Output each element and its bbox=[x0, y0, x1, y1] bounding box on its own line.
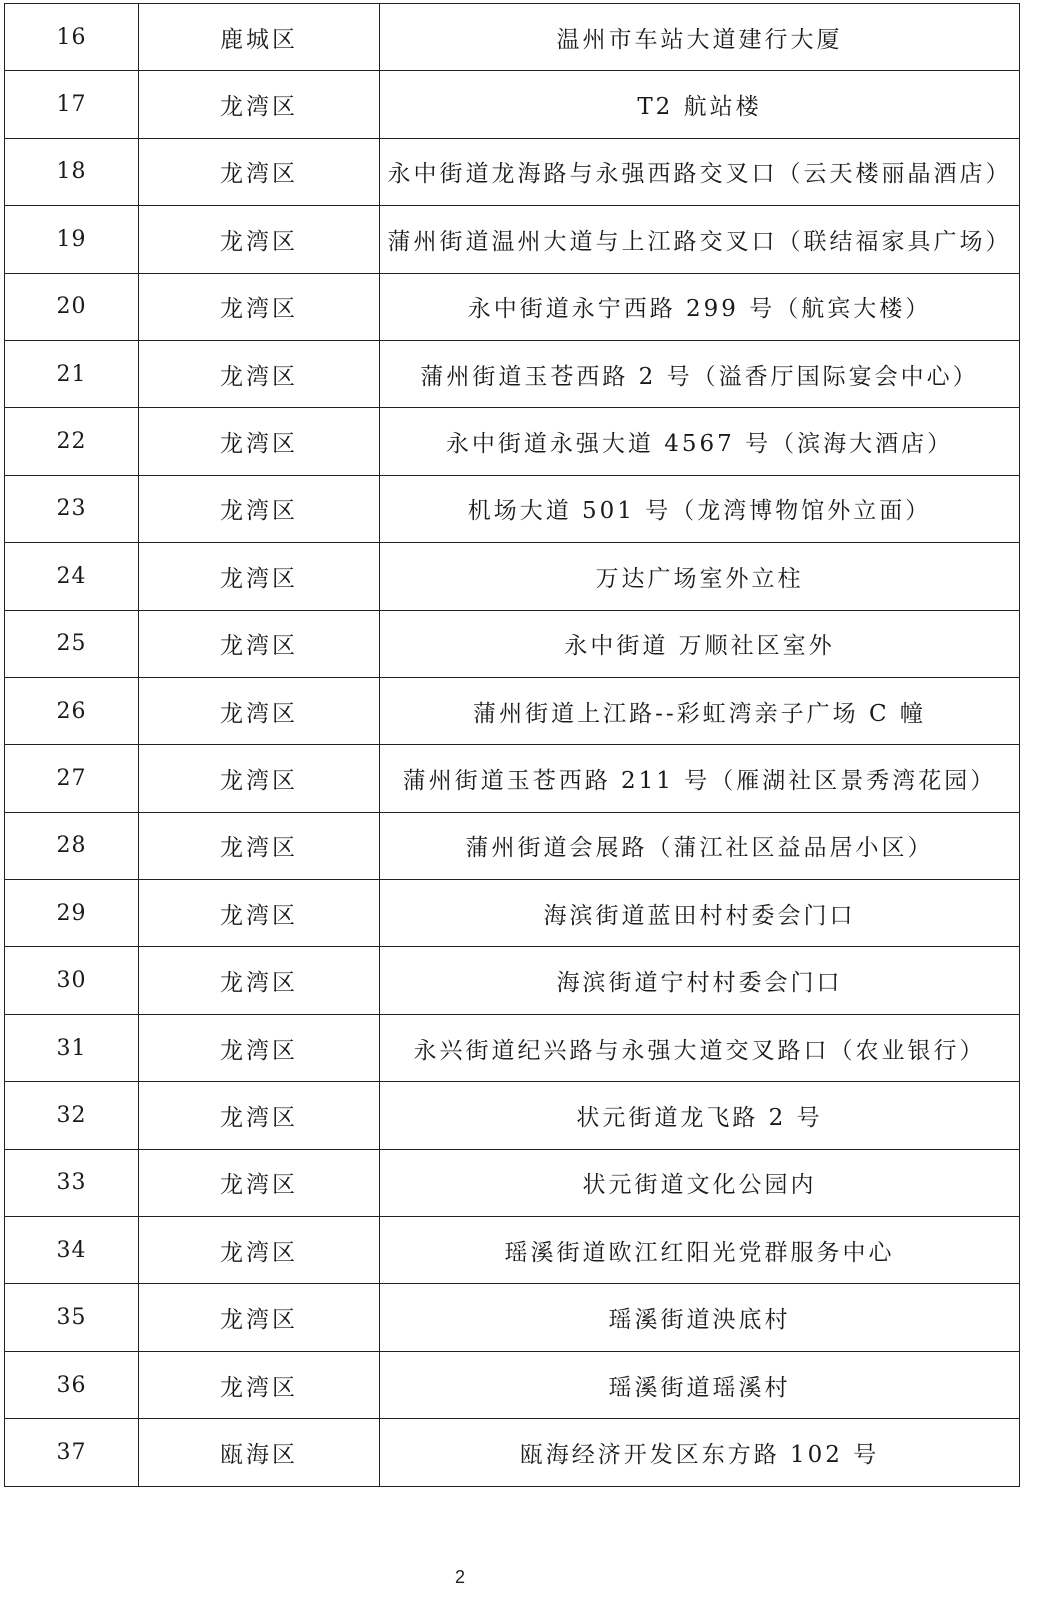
row-number-cell: 30 bbox=[5, 947, 139, 1014]
district-cell: 龙湾区 bbox=[139, 745, 380, 812]
address-cell: 温州市车站大道建行大厦 bbox=[380, 4, 1020, 71]
row-number-cell: 28 bbox=[5, 812, 139, 879]
address-cell: 海滨街道蓝田村村委会门口 bbox=[380, 880, 1020, 947]
district-cell: 龙湾区 bbox=[139, 408, 380, 475]
row-number-cell: 34 bbox=[5, 1217, 139, 1284]
district-cell: 龙湾区 bbox=[139, 475, 380, 542]
district-cell: 龙湾区 bbox=[139, 947, 380, 1014]
district-cell: 龙湾区 bbox=[139, 610, 380, 677]
location-table-body bbox=[5, 4, 1020, 1487]
row-number-cell: 22 bbox=[5, 408, 139, 475]
district-cell: 龙湾区 bbox=[139, 1217, 380, 1284]
table-row bbox=[5, 206, 1020, 273]
address-cell: 永中街道 万顺社区室外 bbox=[380, 610, 1020, 677]
table-row bbox=[5, 4, 1020, 71]
row-number-cell: 35 bbox=[5, 1284, 139, 1351]
row-number-cell: 24 bbox=[5, 543, 139, 610]
row-number-cell: 16 bbox=[5, 4, 139, 71]
table-row bbox=[5, 1014, 1020, 1081]
table-row bbox=[5, 610, 1020, 677]
address-cell: 机场大道 501 号（龙湾博物馆外立面） bbox=[380, 475, 1020, 542]
address-cell: 万达广场室外立柱 bbox=[380, 543, 1020, 610]
district-cell: 龙湾区 bbox=[139, 1082, 380, 1149]
table-row bbox=[5, 812, 1020, 879]
page-number: 2 bbox=[454, 1567, 465, 1587]
table-row bbox=[5, 273, 1020, 340]
table-row bbox=[5, 1149, 1020, 1216]
row-number-cell: 37 bbox=[5, 1419, 139, 1486]
row-number-cell: 26 bbox=[5, 677, 139, 744]
row-number-cell: 19 bbox=[5, 206, 139, 273]
location-table-container bbox=[4, 3, 1019, 1487]
table-row bbox=[5, 745, 1020, 812]
row-number-cell: 29 bbox=[5, 880, 139, 947]
district-cell: 龙湾区 bbox=[139, 206, 380, 273]
district-cell: 龙湾区 bbox=[139, 543, 380, 610]
table-row bbox=[5, 1082, 1020, 1149]
row-number-cell: 20 bbox=[5, 273, 139, 340]
district-cell: 龙湾区 bbox=[139, 880, 380, 947]
row-number-cell: 17 bbox=[5, 71, 139, 138]
district-cell: 鹿城区 bbox=[139, 4, 380, 71]
district-cell: 龙湾区 bbox=[139, 812, 380, 879]
district-cell: 龙湾区 bbox=[139, 677, 380, 744]
table-row bbox=[5, 1284, 1020, 1351]
row-number-cell: 33 bbox=[5, 1149, 139, 1216]
table-row bbox=[5, 475, 1020, 542]
address-cell: 状元街道龙飞路 2 号 bbox=[380, 1082, 1020, 1149]
district-cell: 龙湾区 bbox=[139, 340, 380, 407]
table-row bbox=[5, 340, 1020, 407]
address-cell: 永兴街道纪兴路与永强大道交叉路口（农业银行） bbox=[380, 1014, 1020, 1081]
address-cell: 状元街道文化公园内 bbox=[380, 1149, 1020, 1216]
location-table bbox=[4, 3, 1020, 1487]
district-cell: 龙湾区 bbox=[139, 138, 380, 205]
address-cell: T2 航站楼 bbox=[380, 71, 1020, 138]
row-number-cell: 21 bbox=[5, 340, 139, 407]
row-number-cell: 27 bbox=[5, 745, 139, 812]
table-row bbox=[5, 1351, 1020, 1418]
address-cell: 瑶溪街道泱底村 bbox=[380, 1284, 1020, 1351]
row-number-cell: 36 bbox=[5, 1351, 139, 1418]
district-cell: 龙湾区 bbox=[139, 273, 380, 340]
address-cell: 海滨街道宁村村委会门口 bbox=[380, 947, 1020, 1014]
table-row bbox=[5, 947, 1020, 1014]
district-cell: 龙湾区 bbox=[139, 1014, 380, 1081]
row-number-cell: 18 bbox=[5, 138, 139, 205]
address-cell: 蒲州街道上江路--彩虹湾亲子广场 C 幢 bbox=[380, 677, 1020, 744]
table-row bbox=[5, 408, 1020, 475]
table-row bbox=[5, 543, 1020, 610]
district-cell: 龙湾区 bbox=[139, 71, 380, 138]
district-cell: 龙湾区 bbox=[139, 1351, 380, 1418]
row-number-cell: 31 bbox=[5, 1014, 139, 1081]
table-row bbox=[5, 71, 1020, 138]
district-cell: 龙湾区 bbox=[139, 1149, 380, 1216]
address-cell: 蒲州街道会展路（蒲江社区益品居小区） bbox=[380, 812, 1020, 879]
table-row bbox=[5, 880, 1020, 947]
address-cell: 蒲州街道玉苍西路 2 号（溢香厅国际宴会中心） bbox=[380, 340, 1020, 407]
table-row bbox=[5, 677, 1020, 744]
address-cell: 瑶溪街道欧江红阳光党群服务中心 bbox=[380, 1217, 1020, 1284]
district-cell: 龙湾区 bbox=[139, 1284, 380, 1351]
address-cell: 永中街道永强大道 4567 号（滨海大酒店） bbox=[380, 408, 1020, 475]
row-number-cell: 25 bbox=[5, 610, 139, 677]
address-cell: 永中街道龙海路与永强西路交叉口（云天楼丽晶酒店） bbox=[380, 138, 1020, 205]
address-cell: 瑶溪街道瑶溪村 bbox=[380, 1351, 1020, 1418]
table-row bbox=[5, 1217, 1020, 1284]
table-row bbox=[5, 1419, 1020, 1486]
address-cell: 瓯海经济开发区东方路 102 号 bbox=[380, 1419, 1020, 1486]
address-cell: 蒲州街道玉苍西路 211 号（雁湖社区景秀湾花园） bbox=[380, 745, 1020, 812]
row-number-cell: 32 bbox=[5, 1082, 139, 1149]
table-row bbox=[5, 138, 1020, 205]
address-cell: 蒲州街道温州大道与上江路交叉口（联结福家具广场） bbox=[380, 206, 1020, 273]
row-number-cell: 23 bbox=[5, 475, 139, 542]
address-cell: 永中街道永宁西路 299 号（航宾大楼） bbox=[380, 273, 1020, 340]
district-cell: 瓯海区 bbox=[139, 1419, 380, 1486]
